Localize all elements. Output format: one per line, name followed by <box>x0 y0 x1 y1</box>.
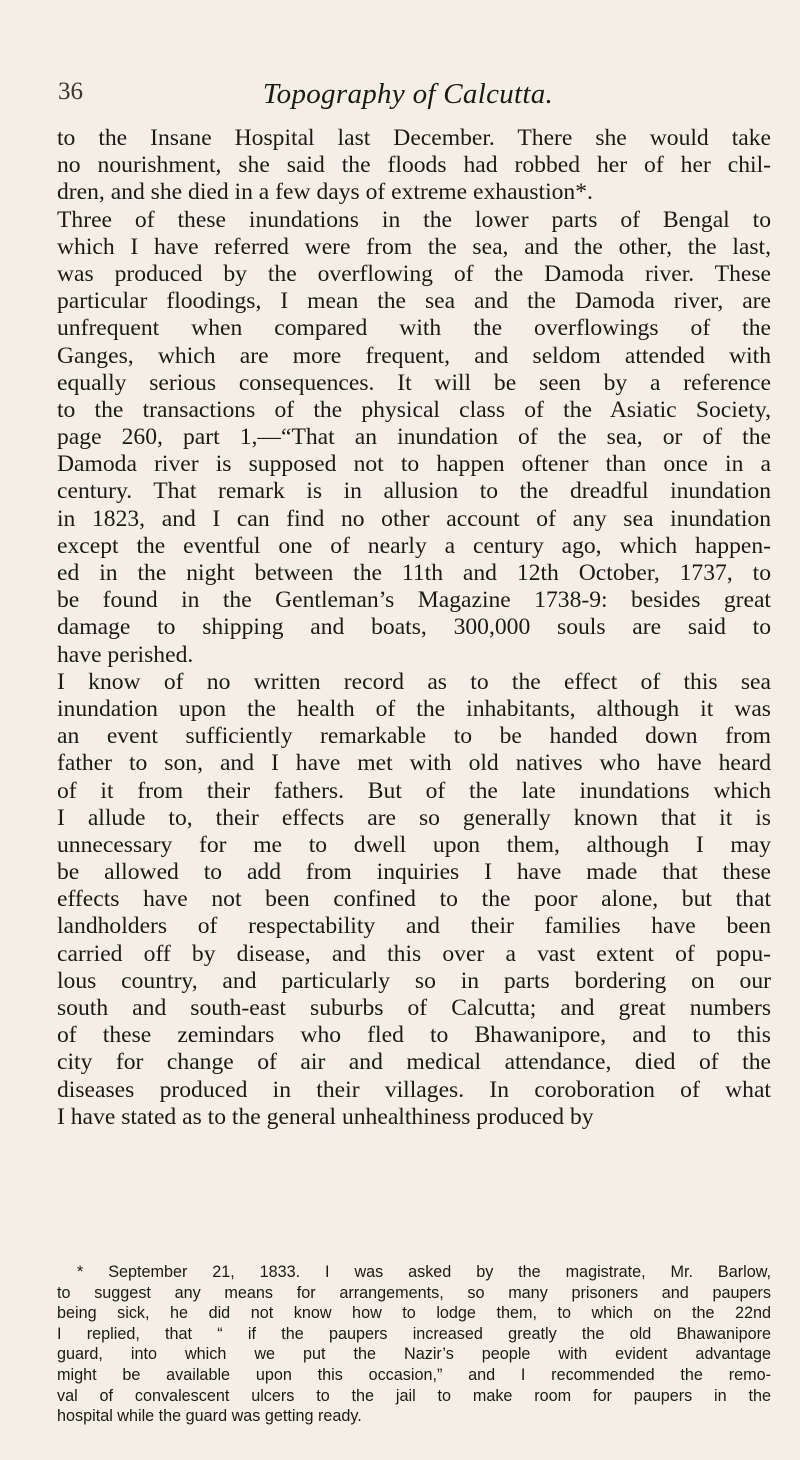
body-line: ed in the night between the 11th and 12th October, 1737, to <box>57 560 771 586</box>
body-line: no nourishment, she said the floods had robbed her of her chil- <box>57 152 771 179</box>
body-line: century. That remark is in allusion to the dreadful inundation <box>57 478 771 505</box>
body-line: Damoda river is supposed not to happen oftener than once in a <box>57 451 771 478</box>
footnote-line: might be available upon this occasion,” and I recommended the remo- <box>57 1365 771 1384</box>
body-line: unfrequent when compared with the overflowings of the <box>57 315 771 342</box>
body-line: unnecessary for me to dwell upon them, although I may <box>57 831 771 858</box>
body-line: diseases produced in their villages. In coroboration of what <box>57 1076 771 1103</box>
body-line: south and south-east suburbs of Calcutta; and great numbers <box>57 995 771 1021</box>
footnote-line: I replied, that “ if the paupers increased greatly the old Bhawanipore <box>57 1324 771 1343</box>
body-line: of these zemindars who fled to Bhawanipore, and to this <box>57 1022 771 1049</box>
body-line: father to son, and I have met with old natives who have heard <box>57 750 771 777</box>
body-line: to the transactions of the physical class of the Asiatic Society, <box>57 396 771 423</box>
body-line: city for change of air and medical attendance, died of the <box>57 1049 771 1076</box>
body-line: I have stated as to the general unhealthiness produced by <box>57 1103 594 1130</box>
footnote-line: being sick, he did not know how to lodge them, to which on the 22nd <box>57 1304 771 1323</box>
body-line: Three of these inundations in the lower parts of Bengal to <box>57 206 771 233</box>
body-line: which I have referred were from the sea, and the other, the last, <box>57 233 771 260</box>
running-title: Topography of Calcutta. <box>262 78 554 110</box>
body-line: in 1823, and I can find no other account of any sea inundation <box>57 505 771 532</box>
footnote <box>57 1262 771 1427</box>
body-line: effects have not been confined to the poor alone, but that <box>57 886 771 913</box>
body-line: be found in the Gentleman’s Magazine 1738-9: besides great <box>57 587 771 614</box>
footnote-line: hospital while the guard was getting ready. <box>57 1407 362 1426</box>
page-header <box>58 78 758 114</box>
body-line: an event sufficiently remarkable to be handed down from <box>57 723 771 750</box>
body-line: page 260, part 1,—“That an inundation of the sea, or of the <box>57 424 771 451</box>
body-text <box>57 125 771 1131</box>
body-line: particular floodings, I mean the sea and the Damoda river, are <box>57 288 771 315</box>
page-number: 36 <box>58 78 83 105</box>
body-line: Ganges, which are more frequent, and seldom attended with <box>57 342 771 369</box>
body-line: dren, and she died in a few days of extreme exhaustion*. <box>57 179 593 206</box>
body-line: have perished. <box>57 641 194 668</box>
footnote-line: to suggest any means for arrangements, so many prisoners and paupers <box>57 1283 771 1302</box>
body-line: carried off by disease, and this over a vast extent of popu- <box>57 940 771 967</box>
body-line: lous country, and particularly so in parts bordering on our <box>57 967 771 994</box>
body-line: equally serious consequences. It will be seen by a reference <box>57 369 771 396</box>
body-line: landholders of respectability and their families have been <box>57 913 771 940</box>
body-line: I know of no written record as to the effect of this sea <box>57 668 771 695</box>
body-line: was produced by the overflowing of the Damoda river. These <box>57 260 771 287</box>
body-line: of it from their fathers. But of the late inundations which <box>57 777 771 804</box>
footnote-line: * September 21, 1833. I was asked by the magistrate, Mr. Barlow, <box>77 1263 771 1281</box>
body-line: except the eventful one of nearly a century ago, which happen- <box>57 532 771 559</box>
body-line: damage to shipping and boats, 300,000 souls are said to <box>57 614 771 641</box>
footnote-line: guard, into which we put the Nazir’s people with evident advantage <box>57 1345 771 1364</box>
body-line: inundation upon the health of the inhabitants, although it was <box>57 695 771 722</box>
body-line: to the Insane Hospital last December. There she would take <box>57 125 771 151</box>
footnote-line: val of convalescent ulcers to the jail to make room for paupers in the <box>57 1386 771 1405</box>
body-line: I allude to, their effects are so generally known that it is <box>57 804 771 831</box>
body-line: be allowed to add from inquiries I have made that these <box>57 859 771 886</box>
